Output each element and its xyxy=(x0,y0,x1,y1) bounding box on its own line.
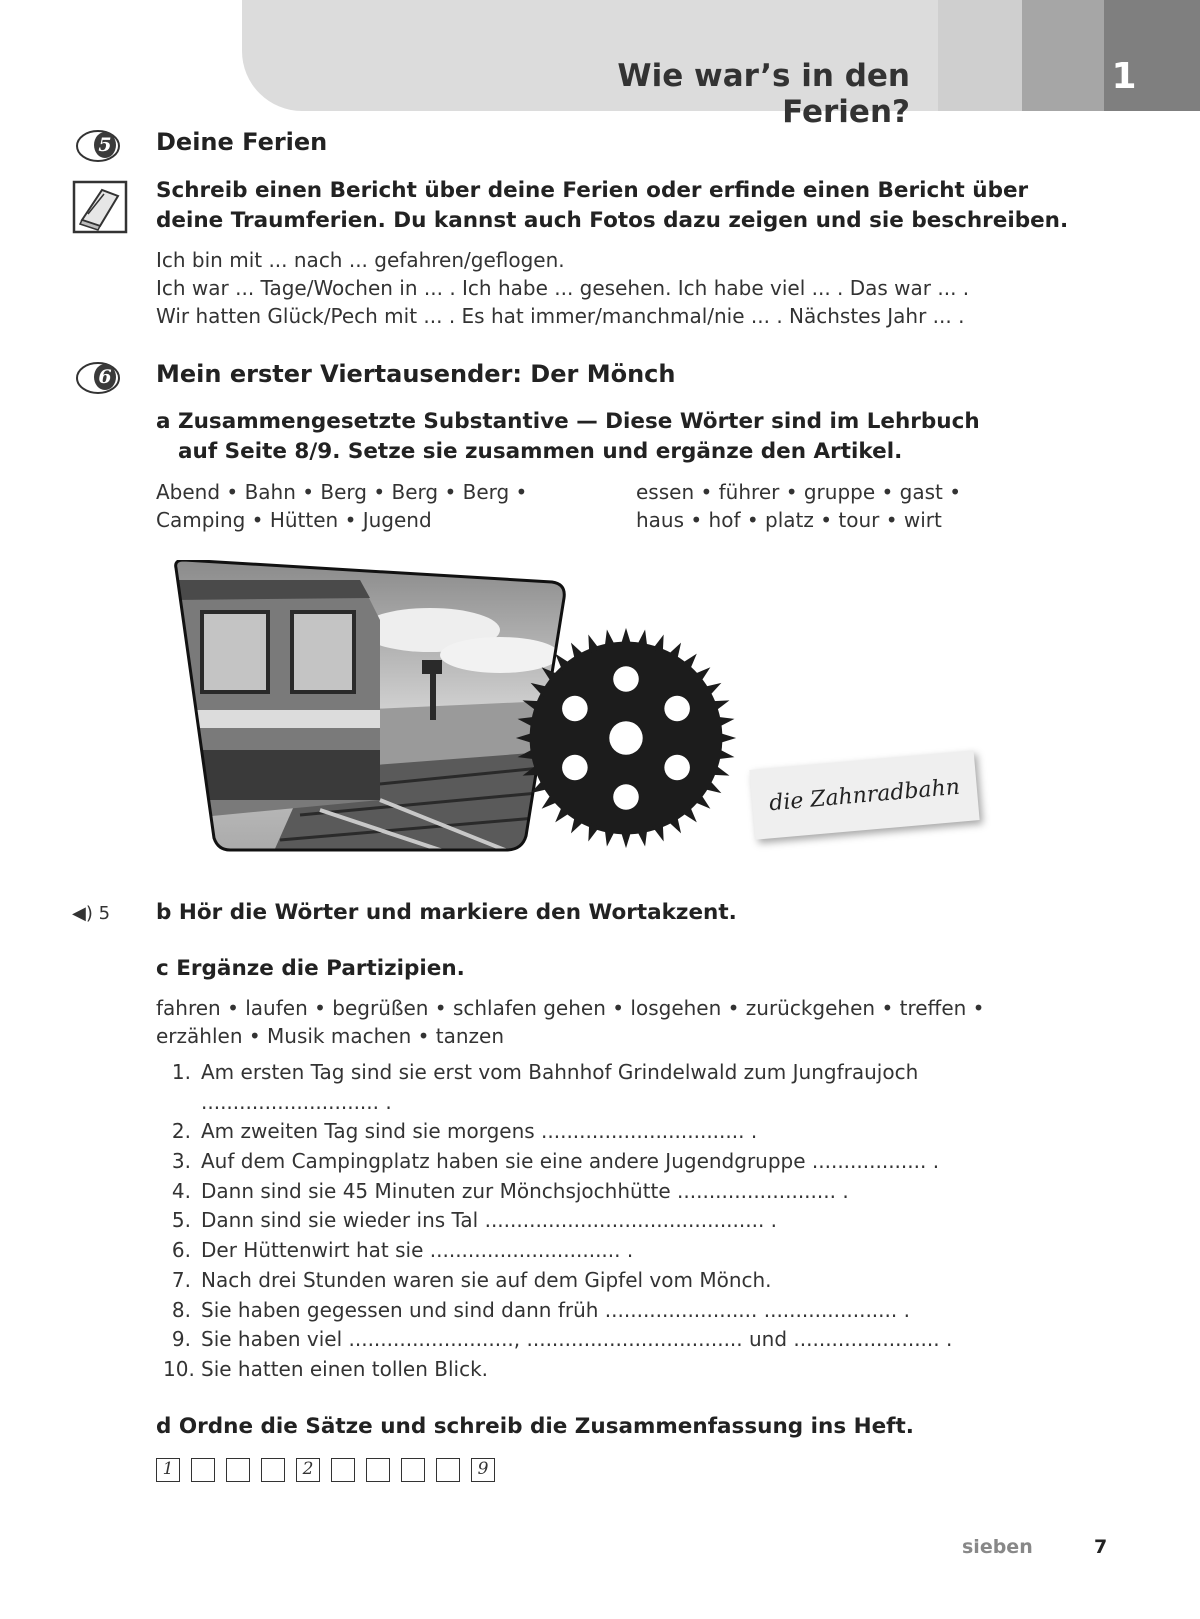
order-box[interactable] xyxy=(191,1458,215,1482)
speaker-icon: ◀︎) xyxy=(72,903,93,924)
list-item: 6. Der Hüttenwirt hat sie .............................. . xyxy=(171,1238,634,1263)
gear-tooth xyxy=(518,717,537,728)
writing-book-icon xyxy=(72,180,128,234)
header-tab-medium xyxy=(1022,0,1106,111)
gear-tooth xyxy=(605,828,616,847)
order-box[interactable] xyxy=(436,1458,460,1482)
gear-tooth xyxy=(620,830,631,848)
order-box[interactable] xyxy=(331,1458,355,1482)
list-item: 5. Dann sind sie wieder ins Tal ............................................ . xyxy=(171,1208,778,1233)
gear-wheel-icon xyxy=(508,620,744,856)
page-number-word: sieben xyxy=(962,1536,1033,1558)
list-item: 7. Nach drei Stunden waren sie auf dem Gipfel vom Mönch. xyxy=(171,1267,772,1292)
gear-tooth xyxy=(716,717,735,728)
order-box[interactable] xyxy=(366,1458,390,1482)
header-tab-light xyxy=(938,0,1024,111)
order-box[interactable]: 2 xyxy=(296,1458,320,1482)
gear-tooth xyxy=(620,628,631,646)
order-box[interactable]: 9 xyxy=(471,1458,495,1482)
task-c-words: fahren • laufen • begrüßen • schlafen gehen • losgehen • zurückgehen • treffen • erzählen • Musik machen • tanzen xyxy=(156,996,985,1048)
list-item: 4. Dann sind sie 45 Minuten zur Mönchsjochhütte ......................... . xyxy=(171,1178,849,1203)
task-a-words-left: Abend • Bahn • Berg • Berg • Berg • Camping • Hütten • Jugend xyxy=(156,480,528,532)
exercise-5-title: Deine Ferien xyxy=(156,128,328,156)
gear-tooth xyxy=(605,630,616,649)
exercise-5-instruction: Schreib einen Bericht über deine Ferien oder erfinde einen Bericht über deine Traumferien. Du kannst auch Fotos dazu zeigen und sie beschreiben. xyxy=(156,178,1069,233)
page-number: 7 xyxy=(1094,1536,1108,1558)
order-box[interactable]: 1 xyxy=(156,1458,180,1482)
task-a-instruction: a Zusammengesetzte Substantive — Diese Wörter sind im Lehrbuch auf Seite 8/9. Setze sie zusammen und ergänze den Artikel. xyxy=(156,409,980,464)
list-item: 8. Sie haben gegessen und sind dann früh ........................ ..................... . xyxy=(171,1297,910,1322)
task-a-words-right: essen • führer • gruppe • gast • haus • hof • platz • tour • wirt xyxy=(636,480,962,532)
order-boxes xyxy=(156,1458,506,1482)
gear-tooth xyxy=(516,732,534,743)
image-caption: die Zahnradbahn xyxy=(768,774,961,816)
exercise-6-badge: 6 xyxy=(72,360,120,396)
gear-tooth xyxy=(518,749,537,760)
task-c-instruction: c Ergänze die Partizipien. xyxy=(156,956,465,981)
chapter-number: 1 xyxy=(1111,56,1137,97)
gear-tooth xyxy=(718,732,736,743)
list-item: 2. Am zweiten Tag sind sie morgens ................................ . xyxy=(171,1119,758,1144)
page-title: Wie war’s in den Ferien? xyxy=(617,58,910,130)
gear-tooth xyxy=(637,630,648,649)
sentence-list xyxy=(163,1060,1043,1387)
order-box[interactable] xyxy=(261,1458,285,1482)
list-item: ............................ . xyxy=(201,1089,392,1114)
image-caption-card xyxy=(749,750,979,839)
audio-track[interactable]: ◀︎) 5 xyxy=(72,903,111,924)
order-box[interactable] xyxy=(226,1458,250,1482)
list-item: 1. Am ersten Tag sind sie erst vom Bahnhof Grindelwald zum Jungfraujoch xyxy=(171,1060,919,1084)
list-item: 10. Sie hatten einen tollen Blick. xyxy=(163,1356,489,1381)
list-item: 3. Auf dem Campingplatz haben sie eine andere Jugendgruppe .................. . xyxy=(171,1149,940,1174)
exercise-5-prompts: Ich bin mit ... nach ... gefahren/geflogen. Ich war ... Tage/Wochen in ... . Ich habe ... gesehen. Ich habe viel ... . Das war ... . Wir hatten Glück/Pech mit ... . Es hat immer/manchmal/nie ... . Nächstes Jahr ... . xyxy=(156,248,970,328)
task-d-instruction: d Ordne die Sätze und schreib die Zusammenfassung ins Heft. xyxy=(156,1414,914,1439)
list-item: 9. Sie haben viel .........................., .................................. und ....................... . xyxy=(171,1327,953,1352)
gear-tooth xyxy=(716,749,735,760)
exercise-5-badge: 5 xyxy=(72,128,120,164)
order-box[interactable] xyxy=(401,1458,425,1482)
gear-tooth xyxy=(637,828,648,847)
task-b-instruction: b Hör die Wörter und markiere den Wortakzent. xyxy=(156,900,737,925)
exercise-6-title: Mein erster Viertausender: Der Mönch xyxy=(156,360,676,388)
